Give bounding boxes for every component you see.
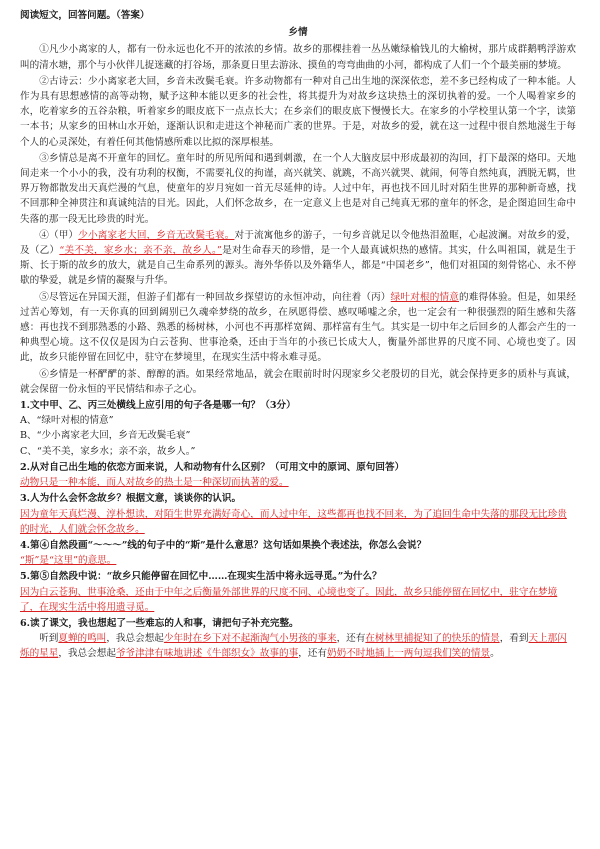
answer-6-text: ，还有	[298, 648, 327, 660]
paragraph-4-body: 对于流寓他乡的游子，一句乡音就足以令他热泪盈眶，心起波澜。对故乡的爱，及（乙）	[20, 229, 577, 257]
answer-6-blank: 爷爷津津有味地讲述《牛郎织女》故事的事	[115, 648, 299, 660]
paragraph-4-rest: 是对生命春天的珍惜，是一个人最真诚炽热的感情。其实，什么叫祖国，就是生于斯、长于斯的故乡的放大，就是自己生命系列的源头。海外华侨以及外籍华人，都是“中国老乡”，他们对祖国的刻骨铭心、永不停歇的挚爱，就是乡情的凝聚与升华。	[20, 245, 577, 287]
answer-6-blank: 天上那闪烁的星星	[20, 633, 567, 660]
paragraph-5-lead: ⑤尽管远在异国天涯，但游子们都有一种回故乡探望访的永恒冲动，向往着（丙）	[39, 291, 391, 303]
document	[20, 8, 576, 662]
paragraph-6: ⑥乡情是一杯酽酽的茶、醇醇的酒。如果经常地品，就会在眼前时时闪现家乡父老殷切的目光，就会保持更多的质朴与真诚，就会保留一份永恒的平民情结和赤子之心。	[20, 368, 576, 395]
article-title: 乡情	[288, 27, 308, 39]
paragraph-4-lead: ④（甲）	[39, 229, 79, 241]
question-2: 2.从对自己出生地的依恋方面来说，人和动物有什么区别？（可用文中的原词、原句回答）	[20, 461, 405, 473]
answer-6-text: ，看到	[499, 633, 529, 645]
question-6: 6.读了课文，我也想起了一些难忘的人和事，请把句子补充完整。	[20, 617, 299, 629]
paragraph-5-rest: 的难得体验。但是，如果经过苦心筹划，有一天你真的回到阔别已久魂牵梦绕的故乡，在夙愿得偿、感叹唏嘘之余，也一定会有一种很强烈的陌生感和失落感：再也找不到那熟悉的小路、熟悉的杨树林，小河也不再那样宽阔、那样富有生气。其实是一切中年之后回乡的人都会产生的一种典型心境。这不仅仅是因为白云苍狗、世事沧桑，还由于当年的小孩已长成大人，衡量外部世界的尺度不同、心境也变了。因此，故乡只能停留在回忆中，驻守在梦境里，在现实生活中将永难寻觅。	[20, 291, 577, 364]
answer-6-blank: 少年时在乡下对不起渐淘气小男孩的事来	[163, 633, 337, 645]
paragraph-3: ③乡情总是离不开童年的回忆。童年时的所见所闻和遇到刺激，在一个人大脑皮层中形成最初的沟回，打下最深的烙印。天地间走来一个小小的我，没有功利的权衡，不需要礼仪的拘谨，高兴就笑、就跳，不高兴就哭、就闹，何等自然纯真，洒脱无羁，世界万物都散发出天真烂漫的气息，使童年的岁月宛如一首无尽延伸的诗。人过中年，再也找不回儿时对陌生世界的那种新奇感，找不回那种全神贯注和真诚纯洁的目光。因此，人们怀念故乡，在一定意义上也是对自己纯真无邪的童年的怀念，是企图追回生命中失落的那一段无比珍贵的时光。	[20, 152, 576, 225]
question-1: 1.文中甲、乙、丙三处横线上应引用的句子各是哪一句？（3分）	[20, 400, 296, 412]
answer-6-text: ，还有	[336, 633, 366, 645]
answer-2: 动物只是一种本能，而人对故乡的热土是一种深切而执著的爱。	[20, 477, 289, 489]
header-instruction: 阅读短文，回答问题。（答案）	[20, 10, 150, 21]
question-1-option-a: A、“绿叶对根的情意”	[20, 415, 114, 427]
answer-6-blank: 在树林里捕捉知了的快乐的情景	[365, 633, 500, 645]
answer-5: 因为白云苍狗、世事沧桑，还由于中年之后衡量外部世界的尺度不同、心境也变了。因此，故乡只能停留在回忆中，驻守在梦境了，在现实生活中将用遗寻觅。	[20, 586, 558, 613]
answer-6-blank: 奶奶不时地插上一两句逗我们笑的情景	[327, 648, 491, 660]
question-4: 4.第④自然段画“～～～”线的句子中的“斯”是什么意思？这句话如果换个表述法，你怎么会说？	[20, 539, 427, 551]
answer-6-blank: 夏蝉的鸣叫	[58, 633, 107, 645]
paragraph-4	[20, 228, 576, 289]
question-5: 5.第⑤自然段中说：“故乡只能停留在回忆中……在现实生活中将永远寻觅。”为什么？	[20, 571, 382, 583]
answer-3: 因为童年天真烂漫、淳朴想读，对陌生世界充满好奇心，而人过中年，这些都再也找不回来，为了追回生命中失落的那段无比珍贵的时光，人们就会怀念故乡。	[20, 508, 567, 535]
answer-6-text: ，我总会想起	[106, 633, 164, 645]
paragraph-1: ①凡少小离家的人，都有一份永远也化不开的浓浓的乡情。故乡的那棵挂着一丛丛嫩绿榆钱儿的大榆树，那片成群鹅鸭浮游欢叫的清水塘，那个与小伙伴儿捉迷藏的打谷场，那条夏日里去游泳、摸鱼的弯弯曲曲的小河，都构成了人们一个个最美丽的梦境。	[20, 44, 576, 71]
question-1-option-b: B、“少小离家老大回，乡音无改鬓毛衰”	[20, 430, 191, 442]
question-1-option-c: C、“美不美，家乡水；亲不亲，故乡人。”	[20, 445, 196, 457]
paragraph-2: ②古诗云：少小离家老大回，乡音未改鬓毛衰。许多动物都有一种对自己出生地的深深依恋，差不多已经构成了一种本能。人作为具有思想感情的高等动物，赋予这种本能以更多的社会性，将其提升为对故乡这块热土的深切执着的爱。一个人喝着家乡的水，吃着家乡的五谷杂粮，听着家乡的眼皮底下一点点长大；在乡亲们的眼皮底下慢慢长大。在家乡的小学校里认第一个字，读第一本书；从家乡的田林山水开始，逐渐认识和走进这个神秘而广袤的世界。于是，对故乡的爱，就在这一过程中很自然地滋生于每个人的心灵深处，有着任何其他情感所难以比拟的深厚根基。	[20, 75, 576, 148]
paragraph-5	[20, 290, 576, 366]
answer-6-text: 听到	[39, 633, 59, 645]
answer-6	[20, 631, 576, 661]
answer-yi: “美不美，家乡水；亲不亲，故乡人。”	[59, 245, 222, 257]
answer-bing: 绿叶对根的情意	[390, 291, 460, 303]
answer-6-text: ，我总会想起	[58, 648, 116, 660]
answer-jia: 少小离家老大回，乡音无改鬓毛衰。	[78, 229, 235, 241]
answer-6-text: 。	[490, 648, 500, 660]
answer-4: “斯”是“这里”的意思。	[20, 555, 117, 567]
question-3: 3.人为什么会怀念故乡？根据文意，谈谈你的认识。	[20, 493, 242, 505]
